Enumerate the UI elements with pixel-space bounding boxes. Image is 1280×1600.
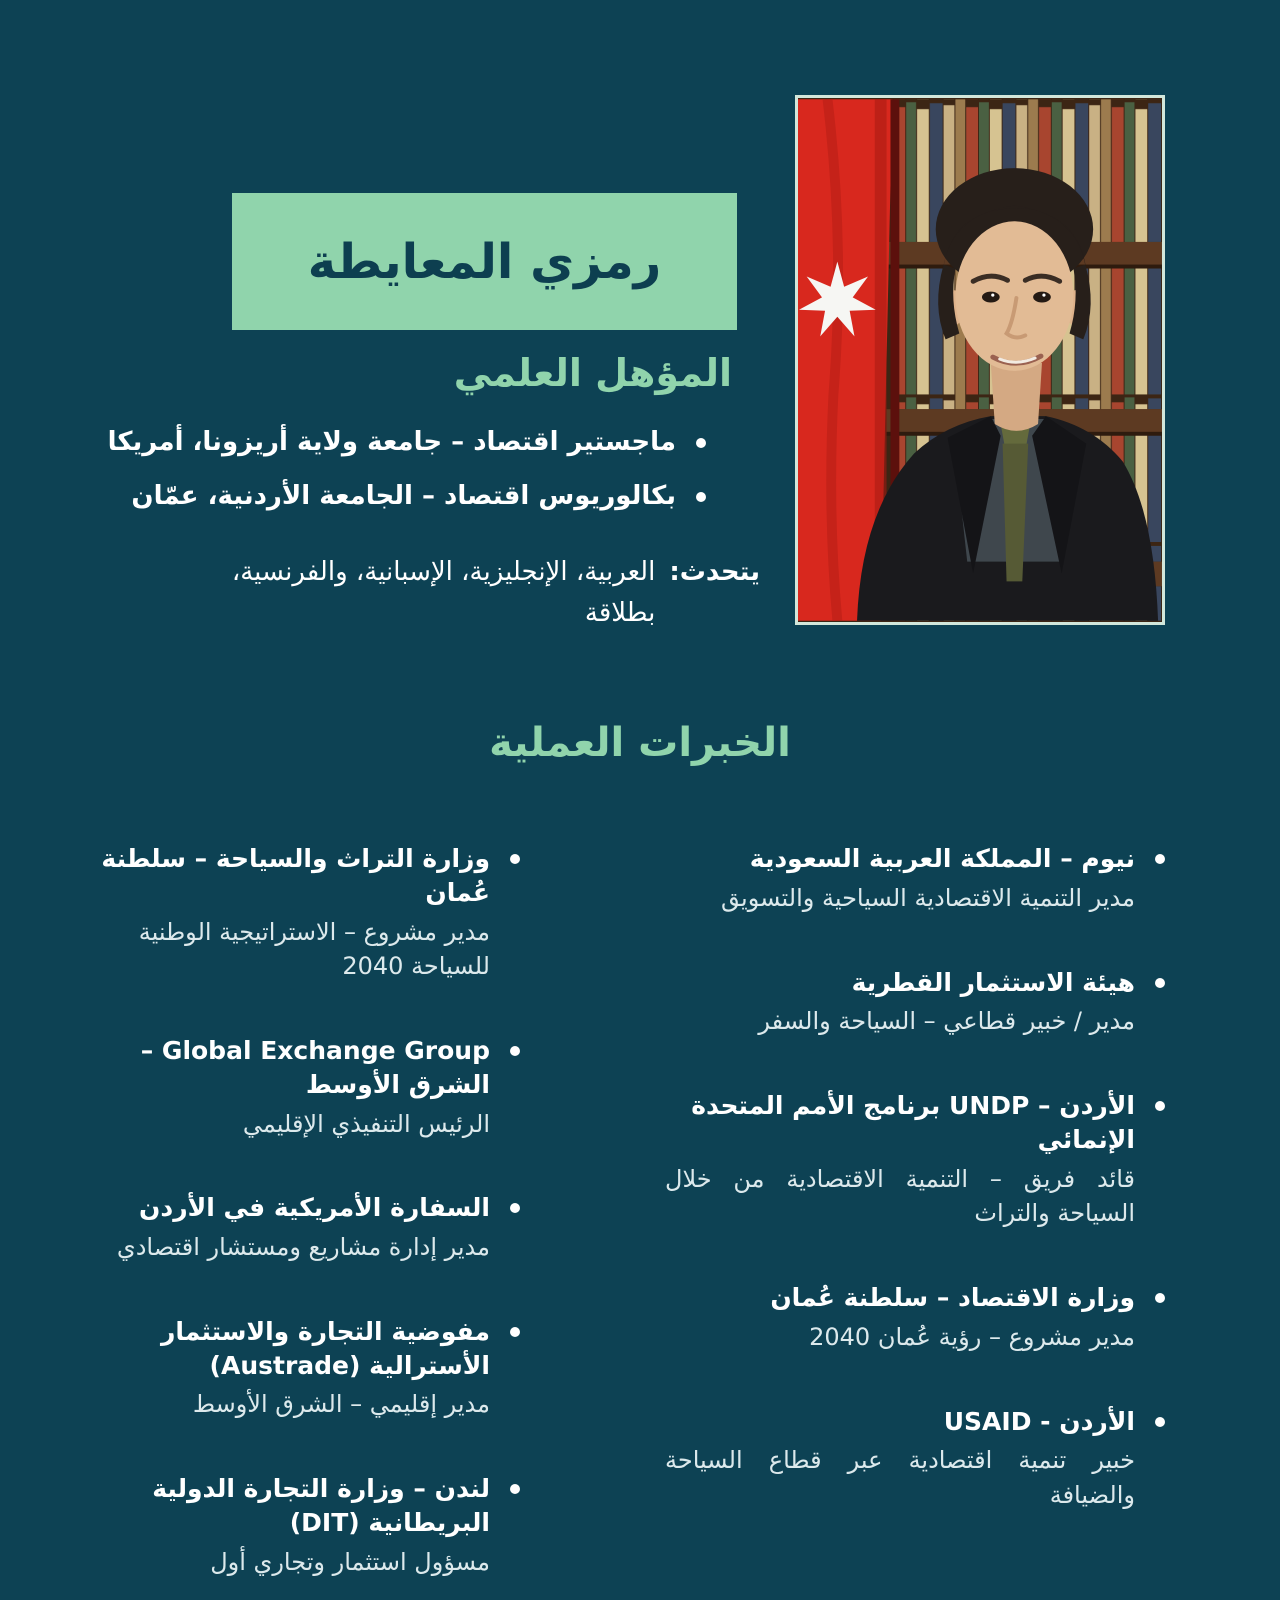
portrait-illustration [798, 98, 1162, 622]
bullet-icon [1155, 1293, 1165, 1303]
bullet-icon [510, 854, 520, 864]
bullet-icon [696, 438, 706, 448]
experience-item [665, 842, 1165, 916]
education-heading: المؤهل العلمي [453, 351, 732, 395]
experience-heading: الخبرات العملية [489, 720, 791, 766]
speaks-fluency: بطلاقة [584, 597, 656, 628]
item-title: لندن – وزارة التجارة الدولية البريطانية (DIT) [152, 1474, 490, 1537]
person-name: رمزي المعايطة [307, 233, 662, 290]
speaks-label: يتحدث: [669, 557, 760, 588]
bullet-icon [1155, 1101, 1165, 1111]
bullet-icon [510, 1327, 520, 1337]
speaks-body [232, 552, 656, 633]
bullet-icon [510, 1484, 520, 1494]
portrait-photo [795, 95, 1165, 625]
education-item-text: بكالوريوس اقتصاد – الجامعة الأردنية، عمّان [131, 480, 676, 511]
experience-item [665, 1405, 1165, 1513]
experience-item [60, 1315, 520, 1422]
item-role: مدير إدارة مشاريع ومستشار اقتصادي [116, 1233, 490, 1262]
experience-item [60, 1034, 520, 1141]
experience-columns [60, 842, 1165, 1600]
education-section [60, 350, 760, 633]
experience-item [665, 1281, 1165, 1355]
experience-item [665, 966, 1165, 1040]
bullet-icon [696, 492, 706, 502]
item-title: هيئة الاستثمار القطرية [851, 967, 1135, 997]
item-role: مدير إقليمي – الشرق الأوسط [192, 1390, 490, 1419]
item-role: الرئيس التنفيذي الإقليمي [242, 1109, 490, 1138]
education-list [60, 424, 760, 515]
item-role: مسؤول استثمار وتجاري أول [210, 1547, 490, 1576]
bullet-icon [510, 1046, 520, 1056]
experience-item [665, 1089, 1165, 1231]
item-title: الأردن - USAID [943, 1406, 1135, 1436]
bullet-icon [1155, 978, 1165, 988]
experience-column-left [60, 842, 520, 1600]
item-role: قائد فريق – التنمية الاقتصادية من خلال السياحة والتراث [665, 1164, 1135, 1228]
languages-line [60, 552, 760, 633]
education-item [60, 478, 760, 514]
item-title: وزارة الاقتصاد – سلطنة عُمان [770, 1283, 1135, 1313]
name-banner [232, 193, 737, 330]
item-title: Global Exchange Group – الشرق الأوسط [140, 1036, 490, 1099]
item-title: الأردن – UNDP برنامج الأمم المتحدة الإنمائي [691, 1091, 1135, 1154]
bullet-icon [1155, 854, 1165, 864]
item-role: خبير تنمية اقتصادية عبر قطاع السياحة والضيافة [665, 1446, 1135, 1510]
experience-item [60, 1191, 520, 1265]
item-role: مدير مشروع – الاستراتيجية الوطنية للسياحة 2040 [138, 917, 490, 981]
item-role: مدير مشروع – رؤية عُمان 2040 [809, 1322, 1135, 1351]
item-title: نيوم – المملكة العربية السعودية [749, 844, 1135, 873]
education-item-text: ماجستير اقتصاد – جامعة ولاية أريزونا، أمريكا [107, 426, 676, 457]
item-role: مدير التنمية الاقتصادية السياحية والتسويق [721, 883, 1135, 912]
bullet-icon [510, 1203, 520, 1213]
speaks-languages: العربية، الإنجليزية، الإسبانية، والفرنسية، [231, 557, 656, 588]
bullet-icon [1155, 1417, 1165, 1427]
experience-item [60, 842, 520, 984]
item-title: وزارة التراث والسياحة – سلطنة عُمان [101, 844, 490, 907]
item-title: السفارة الأمريكية في الأردن [139, 1193, 490, 1223]
item-title: مفوضية التجارة والاستثمار الأسترالية (Austrade) [160, 1316, 490, 1380]
item-role: مدير / خبير قطاعي – السياحة والسفر [758, 1007, 1135, 1036]
education-item [60, 424, 760, 460]
experience-item [60, 1472, 520, 1579]
experience-column-right [665, 842, 1165, 1563]
